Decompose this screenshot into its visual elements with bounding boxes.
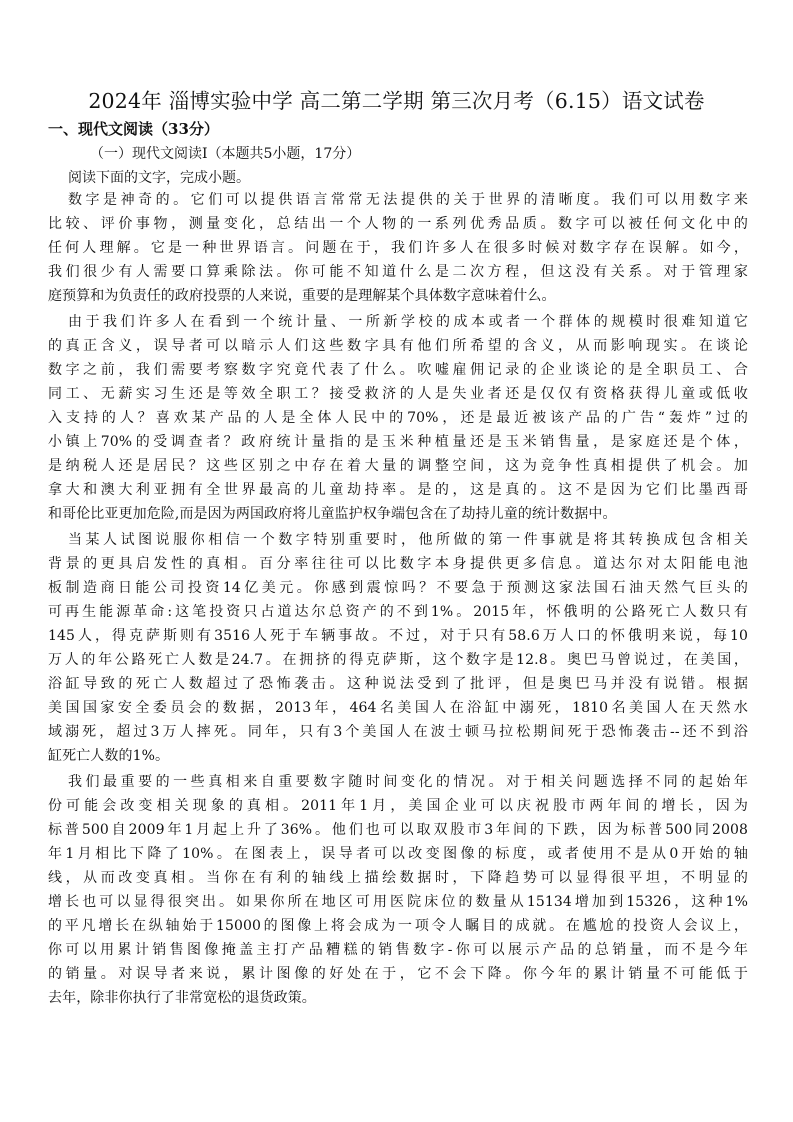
passage-line: 145人，得克萨斯则有3516人死于车辆事故。不过，对于只有58.6万人口的怀俄明来说，每10 (48, 628, 748, 644)
passage-line: 万人的年公路死亡人数是24.7。在拥挤的得克萨斯，这个数字是12.8。奥巴马曾说过，在美国， (48, 652, 748, 668)
passage-line: 浴缸导致的死亡人数超过了恐怖袭击。这种说法受到了批评，但是奥巴马并没有说错。根据 (48, 676, 748, 692)
passage-line: 去年，除非你执行了非常宽松的退货政策。 (48, 990, 316, 1006)
passage-line: 同工、无薪实习生还是等效全职工？接受救济的人是失业者还是仅仅有资格获得儿童或低收 (48, 386, 748, 402)
passage-line: 可再生能源革命:这笔投资只占道达尔总资产的不到1%。2015年，怀俄明的公路死亡人数只有 (48, 604, 748, 620)
passage-line: 年1月相比下降了10%。在图表上，误导者可以改变图像的标度，或者使用不是从0开始的轴 (48, 846, 748, 862)
passage-line: 线，从而改变真相。当你在有利的轴线上描绘数据时，下降趋势可以显得很平坦，不明显的 (48, 870, 748, 886)
passage-line: 份可能会改变相关现象的真相。2011年1月，美国企业可以庆祝股市两年间的增长，因为 (48, 798, 748, 814)
passage-line: 增长也可以显得很突出。如果你所在地区可用医院床位的数量从15134增加到15326，这种1% (48, 894, 748, 910)
passage-line: 和哥伦比亚更加危险,而是因为两国政府将儿童监护权争端包含在了劫持儿童的统计数据中。 (48, 506, 617, 522)
passage-line: 背景的更具启发性的真相。百分率往往可以比数字本身提供更多信息。道达尔对太阳能电池 (48, 556, 748, 572)
passage-line: 板制造商日能公司投资14亿美元。你感到震惊吗？不要急于预测这家法国石油天然气巨头的 (48, 580, 748, 596)
passage-line: 的平凡增长在纵轴始于15000的图像上将会成为一项令人瞩目的成就。在尴尬的投资人会议上， (48, 918, 748, 934)
reading-instruction: 阅读下面的文字，完成小题。 (68, 170, 250, 186)
passage-line: 的真正含义，误导者可以暗示人们这些数字具有他们所希望的含义，从而影响现实。在谈论 (48, 338, 748, 354)
passage-line: 由于我们许多人在看到一个统计量、一所新学校的成本或者一个群体的规模时很难知道它 (68, 314, 748, 330)
passage-line: 的销量。对误导者来说，累计图像的好处在于，它不会下降。你今年的累计销量不可能低于 (48, 966, 748, 982)
passage-line: 当某人试图说服你相信一个数字特别重要时，他所做的第一件事就是将其转换成包含相关 (68, 532, 748, 548)
passage-line: 是纳税人还是居民？这些区别之中存在着大量的调整空间，这为竞争性真相提供了机会。加 (48, 458, 748, 474)
passage-line: 入支持的人？喜欢某产品的人是全体人民中的70%，还是最近被该产品的广告“轰炸”过的 (48, 410, 748, 426)
passage-line: 我们最重要的一些真相来自重要数字随时间变化的情况。对于相关问题选择不同的起始年 (68, 774, 748, 790)
passage-line: 拿大和澳大利亚拥有全世界最高的儿童劫持率。是的，这是真的。这不是因为它们比墨西哥 (48, 482, 748, 498)
exam-title: 2024年 淄博实验中学 高二第二学期 第三次月考（6.15）语文试卷 (88, 89, 705, 113)
passage-line: 数字是神奇的。它们可以提供语言常常无法提供的关于世界的清晰度。我们可以用数字来 (68, 192, 748, 208)
passage-line: 我们很少有人需要口算乘除法。你可能不知道什么是二次方程，但这没有关系。对于管理家 (48, 264, 748, 280)
passage-line: 小镇上70%的受调查者？政府统计量指的是玉米种植量还是玉米销售量，是家庭还是个体， (48, 434, 748, 450)
passage-line: 比较、评价事物，测量变化，总结出一个人物的一系列优秀品质。数字可以被任何文化中的 (48, 216, 748, 232)
passage-line: 数字之前，我们需要考察数字究竟代表了什么。吹嘘雇佣记录的企业谈论的是全职员工、合 (48, 362, 748, 378)
passage-line: 庭预算和为负责任的政府投票的人来说，重要的是理解某个具体数字意味着什么。 (48, 288, 556, 304)
passage-line: 美国国家安全委员会的数据，2013年，464名美国人在浴缸中溺死，1810名美国人在天然水 (48, 700, 748, 716)
passage-line: 你可以用累计销售图像掩盖主打产品糟糕的销售数字-你可以展示产品的总销量，而不是今年 (48, 942, 748, 958)
passage-line: 任何人理解。它是一种世界语言。问题在于，我们许多人在很多时候对数字存在误解。如今， (48, 240, 748, 256)
passage-line: 缸死亡人数的1%。 (48, 748, 170, 764)
passage-line: 标普500自2009年1月起上升了36%。他们也可以取双股市3年间的下跌，因为标普500同2008 (48, 822, 748, 838)
passage-line: 域溺死，超过3万人摔死。同年，只有3个美国人在波士顿马拉松期间死于恐怖袭击--还不到浴 (48, 724, 748, 740)
subsection-heading: （一）现代文阅读Ⅰ（本题共5小题，17分） (90, 146, 361, 162)
section-heading: 一、现代文阅读（33分） (48, 120, 219, 138)
